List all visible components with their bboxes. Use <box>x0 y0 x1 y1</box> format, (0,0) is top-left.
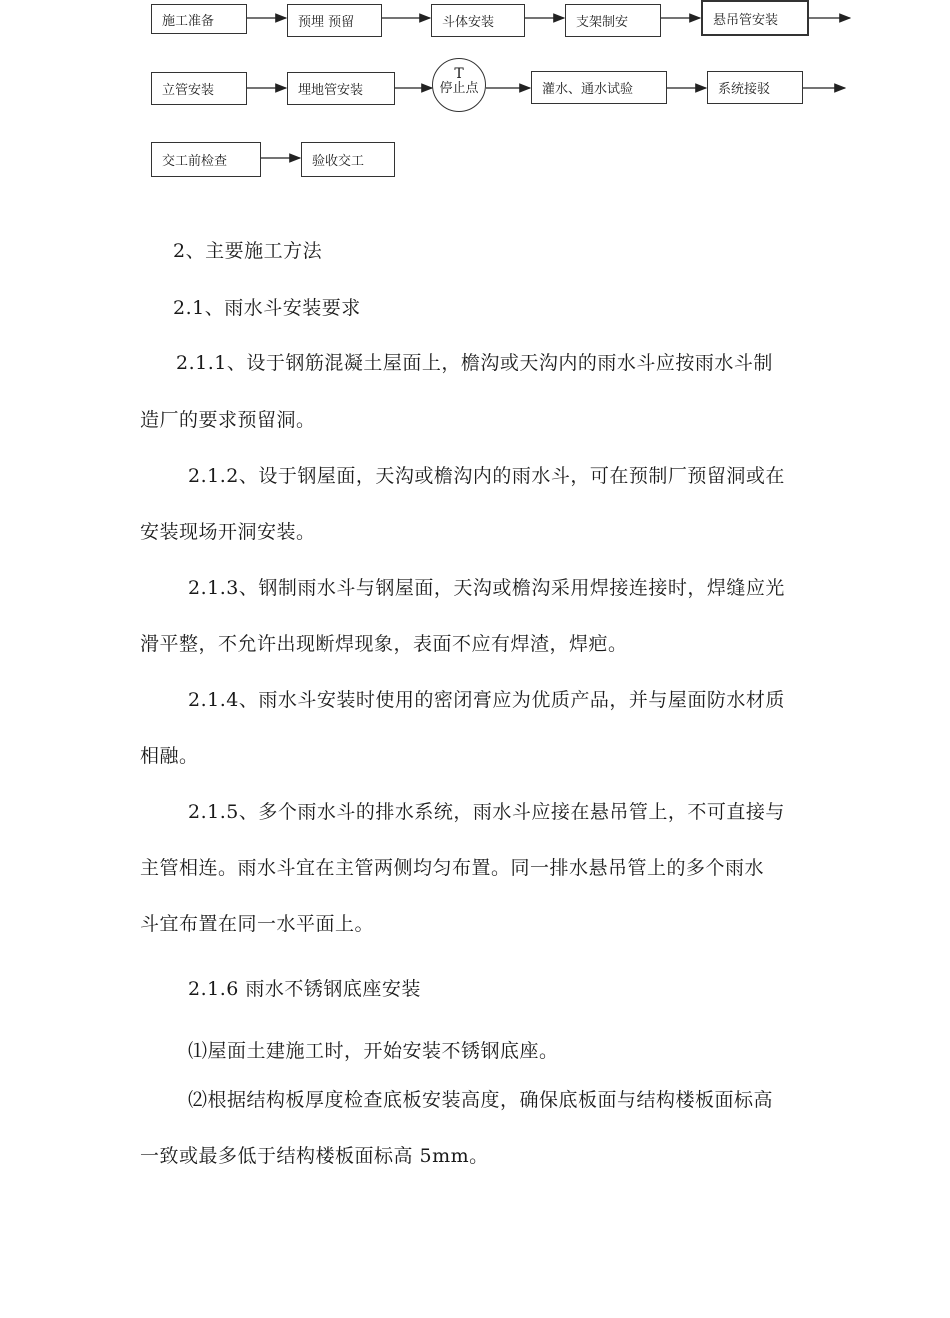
subsection-title: 2.1、雨水斗安装要求 <box>173 297 361 319</box>
paragraph-2-1-3-line-1: 2.1.3、钢制雨水斗与钢屋面，天沟或檐沟采用焊接连接时，焊缝应光 <box>188 577 785 599</box>
stop-point-letter: T <box>454 66 464 82</box>
flow-step-pre-handover-check: 交工前检查 <box>151 142 261 177</box>
stop-point-label: 停止点 <box>439 81 479 97</box>
paragraph-2-1-1-line-2: 造厂的要求预留洞。 <box>140 409 316 431</box>
flow-step-acceptance-handover: 验收交工 <box>301 142 395 177</box>
flow-step-bracket-install: 支架制安 <box>565 4 661 37</box>
paragraph-2-1-2-line-2: 安装现场开洞安装。 <box>140 521 316 543</box>
paragraph-2-1-6-item-2-line-1: ⑵根据结构板厚度检查底板安装高度，确保底板面与结构楼板面标高 <box>188 1089 774 1111</box>
flow-step-hopper-install: 斗体安装 <box>431 4 525 37</box>
flow-step-buried-pipe: 埋地管安装 <box>287 72 395 105</box>
section-title: 2、主要施工方法 <box>173 240 323 262</box>
paragraph-2-1-5-line-1: 2.1.5、多个雨水斗的排水系统，雨水斗应接在悬吊管上，不可直接与 <box>188 801 785 823</box>
flow-step-system-connect: 系统接驳 <box>707 71 803 104</box>
paragraph-2-1-6-title: 2.1.6 雨水不锈钢底座安装 <box>188 978 421 1000</box>
flow-step-construction-prep: 施工准备 <box>151 4 247 34</box>
paragraph-2-1-5-line-2: 主管相连。雨水斗宜在主管两侧均匀布置。同一排水悬吊管上的多个雨水 <box>140 857 765 879</box>
paragraph-2-1-1-line-1: 2.1.1、设于钢筋混凝土屋面上，檐沟或天沟内的雨水斗应按雨水斗制 <box>176 352 773 374</box>
paragraph-2-1-3-line-2: 滑平整，不允许出现断焊现象，表面不应有焊渣，焊疤。 <box>140 633 628 655</box>
paragraph-2-1-5-line-3: 斗宜布置在同一水平面上。 <box>140 913 375 935</box>
paragraph-2-1-4-line-1: 2.1.4、雨水斗安装时使用的密闭膏应为优质产品，并与屋面防水材质 <box>188 689 785 711</box>
construction-flowchart <box>0 0 950 190</box>
flow-stop-point <box>432 58 486 112</box>
paragraph-2-1-2-line-1: 2.1.2、设于钢屋面，天沟或檐沟内的雨水斗，可在预制厂预留洞或在 <box>188 465 785 487</box>
flow-step-hanging-pipe: 悬吊管安装 <box>701 0 809 36</box>
paragraph-2-1-6-item-1: ⑴屋面土建施工时，开始安装不锈钢底座。 <box>188 1040 559 1062</box>
paragraph-2-1-6-item-2-line-2: 一致或最多低于结构楼板面标高 5mm。 <box>140 1145 489 1167</box>
paragraph-2-1-4-line-2: 相融。 <box>140 745 199 767</box>
flow-step-embed-reserve: 预埋 预留 <box>287 4 382 37</box>
flow-step-riser-install: 立管安装 <box>151 72 247 105</box>
flow-step-water-test: 灌水、通水试验 <box>531 71 667 104</box>
